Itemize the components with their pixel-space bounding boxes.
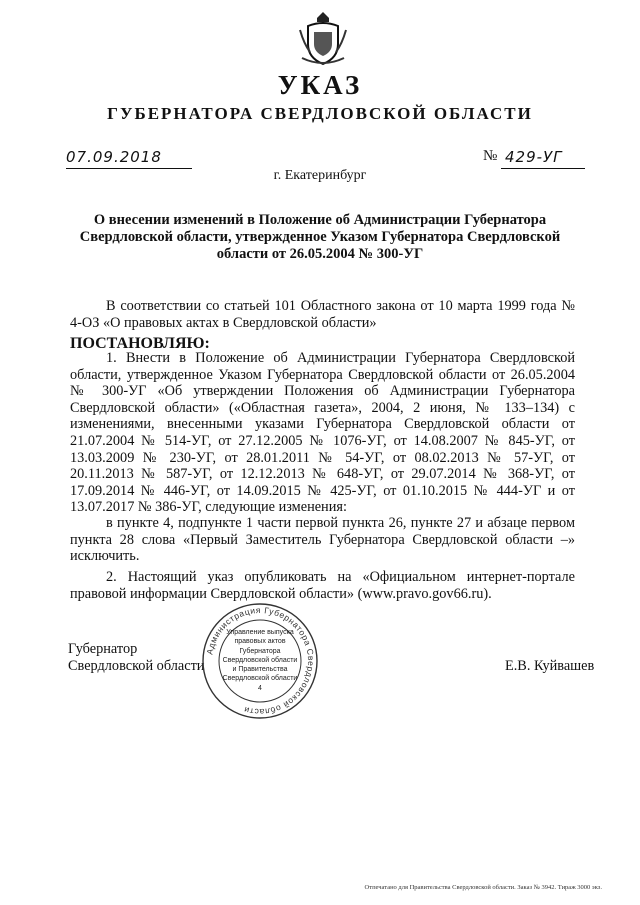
- document-number: 429-УГ: [505, 148, 563, 166]
- document-subtitle: ГУБЕРНАТОРА СВЕРДЛОВСКОЙ ОБЛАСТИ: [107, 104, 533, 123]
- number-label: №: [483, 148, 498, 164]
- position-line-1: Губернатор: [68, 641, 138, 657]
- item-2-paragraph: 2. Настоящий указ опубликовать на «Официальном интернет-портале правовой информации Свердловской области» (www.pravo.gov66.ru).: [70, 569, 575, 602]
- stamp-center: [222, 628, 298, 693]
- print-footer: Отпечатано для Правительства Свердловской области. Заказ № 3942. Тираж 3000 экз.: [364, 884, 602, 891]
- preamble-paragraph: В соответствии со статьей 101 Областного закона от 10 марта 1999 года № 4-ОЗ «О правовых актах в Свердловской области»: [70, 298, 575, 331]
- position-line-2: Свердловской области: [68, 658, 205, 674]
- item-1-paragraph: 1. Внести в Положение об Администрации Губернатора Свердловской области, утвержденное Указом Губернатора Свердловской области от 26.05.2004 № 300-УГ «Об утверждении Положения об Администрации Губернатора Свердловской области» («Областная газета», 2004, 2 июня, № 133–134) с изменениями, внесенными указами Губернатора Свердловской области от 21.07.2004 № 514-УГ, от 27.12.2005 № 1076-УГ, от 14.08.2007 № 845-УГ, от 13.03.2009 № 230-УГ, от 28.01.2011 № 54-УГ, от 08.02.2013 № 57-УГ, от 20.11.2013 № 587-УГ, от 12.12.2013 № 648-УГ, от 29.07.2014 № 368-УГ, от 17.09.2014 № 446-УГ, от 14.09.2015 № 425-УГ, от 01.10.2015 № 444-УГ и от 13.07.2017 № 386-УГ, следующие изменения:: [70, 350, 575, 516]
- signatory-name: Е.В. Куйвашев: [505, 658, 595, 674]
- item-1-change-paragraph: в пункте 4, подпункте 1 части первой пункта 26, пункте 27 и абзаце первом пункта 28 слова «Первый Заместитель Губернатора Свердловской области –» исключить.: [70, 515, 575, 565]
- decree-word: ПОСТАНОВЛЯЮ:: [70, 335, 210, 352]
- number-field: [501, 146, 585, 169]
- city: г. Екатеринбург: [273, 168, 367, 183]
- signatory-position: [68, 641, 204, 675]
- document-title: УКАЗ: [277, 70, 363, 100]
- coat-of-arms-emblem: [298, 10, 348, 70]
- document-date: 07.09.2018: [66, 148, 162, 166]
- document-heading: О внесении изменений в Положение об Администрации Губернатора Свердловской области, утвержденное Указом Губернатора Свердловской области от 26.05.2004 № 300-УГ: [79, 212, 561, 262]
- stamp-number: 4: [258, 684, 262, 692]
- stamp-ring-text: Администрация Губернатора Свердловской области: [204, 604, 317, 718]
- date-field: [66, 146, 192, 169]
- stamp-center-text: Управление выпуска правовых актов Губернатора Свердловской области и Правительства Свердловской области: [222, 629, 298, 683]
